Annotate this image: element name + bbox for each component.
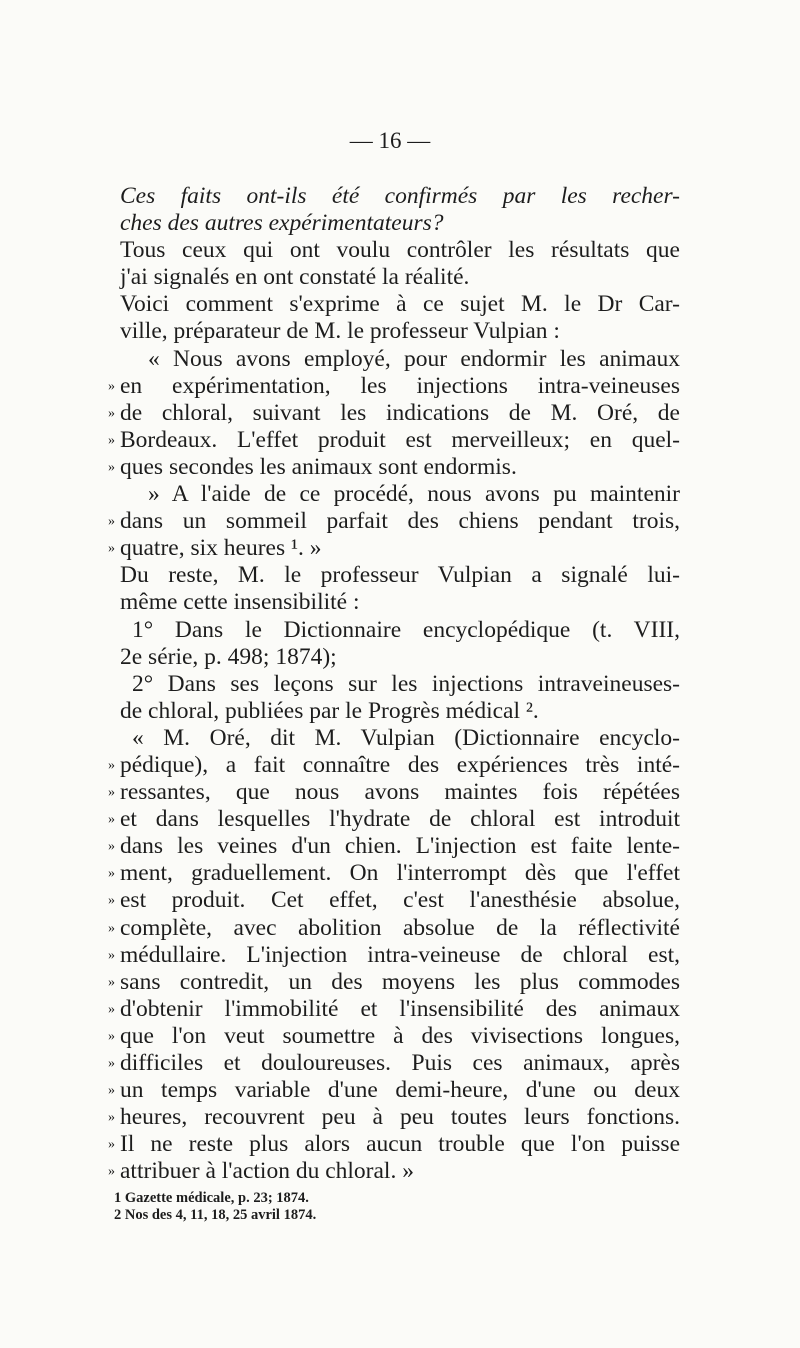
quote-mark: » (108, 1164, 115, 1180)
line-text: attribuer à l'action du chloral. » (120, 1158, 414, 1185)
quote-mark: » (108, 757, 115, 773)
line-text: complète, avec abolition absolue de la réflectivité (120, 914, 680, 941)
text-line (108, 806, 680, 833)
quote-mark: » (108, 1137, 115, 1153)
text-line (120, 318, 680, 345)
text-line (120, 481, 680, 508)
line-text: est produit. Cet effet, c'est l'anesthésie absolue, (120, 887, 680, 914)
quote-mark: » (108, 947, 115, 963)
text-line (120, 671, 680, 698)
text-line (108, 1022, 680, 1050)
quote-mark: » (108, 459, 115, 475)
text-line (120, 562, 680, 589)
text-line (108, 1050, 680, 1077)
line-text: dans les veines d'un chien. L'injection est faite lente- (120, 833, 680, 860)
line-text: 2° Dans ses leçons sur les injections intraveineuses- (132, 670, 680, 697)
line-text: » A l'aide de ce procédé, nous avons pu maintenir (148, 481, 680, 508)
line-text: ches des autres expérimentateurs? (120, 210, 444, 237)
quote-mark: » (108, 920, 115, 936)
text-line (108, 941, 680, 969)
line-text: difficiles et douloureuses. Puis ces animaux, après (120, 1050, 680, 1076)
quote-mark: » (108, 839, 115, 855)
line-text: en expérimentation, les injections intra-veineuses (120, 372, 680, 399)
line-text: pédique), a fait connaître des expériences très inté- (120, 751, 680, 778)
line-text: Ces faits ont-ils été confirmés par les recher- (120, 183, 680, 209)
line-text: 2e série, p. 498; 1874); (120, 643, 337, 670)
text-line (120, 698, 680, 725)
text-line (120, 589, 680, 616)
line-text: d'obtenir l'immobilité et l'insensibilité des animaux (120, 995, 680, 1022)
text-line (120, 291, 680, 318)
text-line (120, 183, 680, 210)
line-text: médullaire. L'injection intra-veineuse de chloral est, (120, 941, 680, 968)
quote-mark: » (108, 785, 115, 801)
line-text: heures, recouvrent peu à peu toutes leurs fonctions. (120, 1104, 680, 1131)
line-text: j'ai signalés en ont constaté la réalité. (120, 264, 470, 291)
line-text: de chloral, publiées par le Progrès médical ². (120, 697, 539, 724)
quote-mark: » (108, 1001, 115, 1017)
text-line (108, 453, 680, 481)
text-line (120, 617, 680, 644)
text-line (108, 779, 680, 806)
line-text: et dans lesquelles l'hydrate de chloral est introduit (120, 806, 680, 833)
line-text: que l'on veut soumettre à des vivisections longues, (120, 1022, 680, 1049)
quote-mark: » (108, 1083, 115, 1099)
text-line (120, 346, 680, 373)
line-text: Du reste, M. le professeur Vulpian a signalé lui- (120, 562, 680, 589)
quote-mark: » (108, 1028, 115, 1044)
text-line (108, 833, 680, 860)
text-line (108, 1077, 680, 1104)
quote-mark: » (108, 1056, 115, 1071)
text-line (108, 399, 680, 427)
text-line (108, 1104, 680, 1131)
line-text: ment, graduellement. On l'interrompt dès que l'effet (120, 860, 680, 887)
line-text: Bordeaux. L'effet produit est merveilleux; en quel- (120, 426, 680, 453)
text-line (120, 264, 680, 291)
quote-mark: » (108, 432, 115, 448)
quote-mark: » (108, 893, 115, 909)
text-line (120, 237, 680, 264)
line-text: ques secondes les animaux sont endormis. (120, 453, 517, 480)
footnotes (114, 1190, 634, 1224)
text-line (120, 725, 680, 752)
text-line (120, 210, 680, 237)
line-text: dans un sommeil parfait des chiens pendant trois, (120, 508, 680, 535)
line-text: même cette insensibilité : (120, 589, 360, 616)
text-line (108, 887, 680, 914)
quote-mark: » (108, 1110, 115, 1126)
line-text: ressantes, que nous avons maintes fois répétées (120, 779, 680, 806)
text-line (120, 644, 680, 671)
text-line (108, 372, 680, 400)
text-line (108, 860, 680, 887)
line-text: Tous ceux qui ont voulu contrôler les résultats que (120, 237, 680, 264)
line-text: un temps variable d'une demi-heure, d'une ou deux (120, 1077, 680, 1104)
line-text: quatre, six heures ¹. » (120, 535, 322, 562)
footnote: 1 Gazette médicale, p. 23; 1874. (114, 1190, 309, 1206)
line-text: sans contredit, un des moyens les plus commodes (120, 968, 680, 995)
quote-mark: » (108, 812, 115, 828)
text-line (108, 535, 680, 562)
text-line (108, 914, 680, 942)
line-text: de chloral, suivant les indications de M. Oré, de (120, 399, 680, 426)
footnote: 2 Nos des 4, 11, 18, 25 avril 1874. (114, 1207, 317, 1223)
line-text: Voici comment s'exprime à ce sujet M. le Dr Car- (120, 291, 680, 318)
line-text: ville, préparateur de M. le professeur Vulpian : (120, 318, 560, 345)
text-line (108, 968, 680, 996)
line-text: « Nous avons employé, pour endormir les animaux (148, 345, 680, 372)
quote-mark: » (108, 541, 115, 557)
text-line (108, 995, 680, 1023)
text-line (108, 751, 680, 779)
body-text (108, 183, 680, 1185)
quote-mark: » (108, 405, 115, 421)
line-text: 1° Dans le Dictionnaire encyclopédique (t. VIII, (132, 616, 680, 643)
line-text: Il ne reste plus alors aucun trouble que l'on puisse (120, 1131, 680, 1158)
page-number: — 16 — (349, 128, 431, 153)
quote-mark: » (108, 866, 115, 882)
text-line (108, 508, 680, 535)
line-text: « M. Oré, dit M. Vulpian (Dictionnaire encyclo- (132, 724, 680, 751)
text-line (108, 1158, 680, 1185)
text-line (108, 426, 680, 454)
text-line (108, 1131, 680, 1158)
quote-mark: » (108, 514, 115, 530)
quote-mark: » (108, 974, 115, 990)
quote-mark: » (108, 378, 115, 394)
